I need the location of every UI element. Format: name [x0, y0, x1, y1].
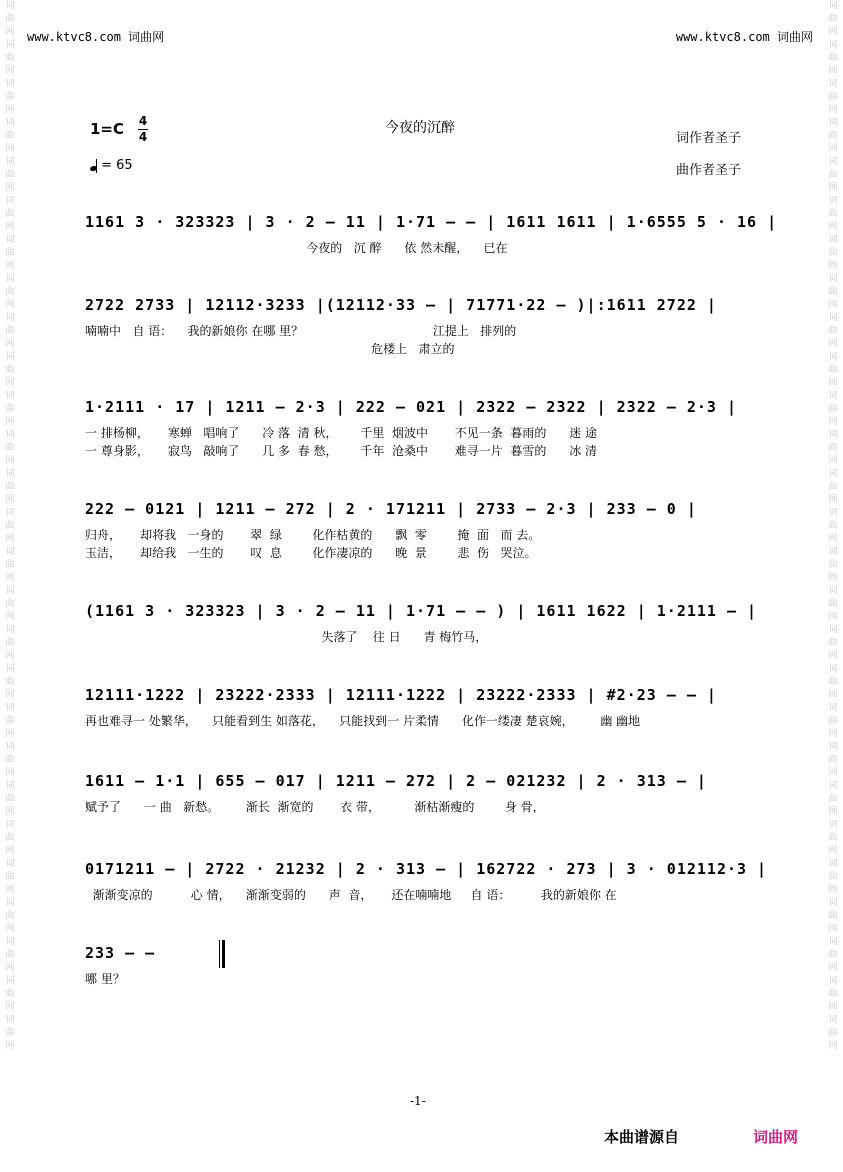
watermark-char: 网	[5, 885, 15, 895]
watermark-char: 网	[5, 690, 15, 700]
song-title: 今夜的沉醉	[385, 120, 455, 136]
watermark-char: 网	[828, 612, 838, 622]
watermark-char: 网	[5, 105, 15, 115]
watermark-char: 网	[828, 1002, 838, 1012]
watermark-char: 曲	[828, 599, 838, 609]
watermark-char: 词	[828, 157, 838, 167]
watermark-char: 词	[828, 586, 838, 596]
watermark-char: 网	[5, 456, 15, 466]
watermark-char: 网	[828, 417, 838, 427]
page-number: -1-	[410, 1094, 426, 1108]
site-header-right[interactable]: www.ktvc8.com 词曲网	[675, 30, 813, 44]
watermark-char: 词	[5, 898, 15, 908]
watermark-char: 词	[828, 820, 838, 830]
watermark-char: 词	[828, 79, 838, 89]
watermark-char: 网	[828, 27, 838, 37]
watermark-char: 网	[5, 261, 15, 271]
watermark-char: 网	[828, 729, 838, 739]
watermark-char: 词	[828, 508, 838, 518]
watermark-char: 词	[828, 235, 838, 245]
time-signature	[138, 114, 148, 145]
watermark-char: 词	[5, 742, 15, 752]
lyricist: 词作者圣子	[676, 131, 742, 146]
watermark-char: 网	[5, 378, 15, 388]
watermark-char: 曲	[828, 755, 838, 765]
lyrics-line-2: 一 尊身影， 寂鸟 敲响了 几 多 春 愁， 千年 沧桑中 难寻一片 暮雪的 冰 清	[85, 444, 598, 458]
composer: 曲作者圣子	[676, 163, 742, 178]
watermark-char: 词	[5, 196, 15, 206]
notation-line: (1161 3 · 323323 | 3 · 2 – 11 | 1·71 – – ) | 1611 1622 | 1·2111 – |	[85, 602, 758, 620]
watermark-char: 词	[828, 274, 838, 284]
watermark-char: 网	[5, 924, 15, 934]
watermark-char: 曲	[5, 911, 15, 921]
watermark-char: 网	[5, 768, 15, 778]
watermark-char: 曲	[5, 599, 15, 609]
watermark-char: 曲	[828, 365, 838, 375]
watermark-char: 曲	[828, 521, 838, 531]
watermark-char: 曲	[5, 365, 15, 375]
key-signature: 1=C	[90, 120, 125, 138]
watermark-char: 曲	[5, 287, 15, 297]
score-system-7	[85, 772, 757, 816]
watermark-char: 词	[828, 898, 838, 908]
watermark-char: 网	[828, 105, 838, 115]
watermark-char: 曲	[5, 638, 15, 648]
watermark-char: 词	[5, 547, 15, 557]
watermark-char: 词	[828, 40, 838, 50]
watermark-char: 曲	[5, 560, 15, 570]
watermark-char: 曲	[828, 14, 838, 24]
watermark-char: 曲	[5, 170, 15, 180]
watermark-char: 曲	[5, 443, 15, 453]
watermark-char: 网	[5, 222, 15, 232]
watermark-char: 网	[828, 807, 838, 817]
watermark-char: 曲	[5, 872, 15, 882]
watermark-char: 词	[828, 703, 838, 713]
watermark-char: 曲	[5, 1028, 15, 1038]
watermark-char: 词	[828, 937, 838, 947]
watermark-char: 词	[828, 859, 838, 869]
notation-line: 1161 3 · 323323 | 3 · 2 – 11 | 1·71 – – | 1611 1611 | 1·6555 5 · 16 |	[85, 213, 778, 231]
watermark-char: 网	[5, 651, 15, 661]
watermark-char: 词	[5, 781, 15, 791]
notation-line: 233 – –	[85, 944, 156, 962]
watermark-char: 网	[5, 144, 15, 154]
notation-line: 2722 2733 | 12112·3233 |(12112·33 – | 71771·22 – )|:1611 2722 |	[85, 296, 717, 314]
watermark-char: 网	[5, 534, 15, 544]
watermark-char: 词	[5, 469, 15, 479]
watermark-char: 曲	[828, 638, 838, 648]
watermark-char: 网	[828, 534, 838, 544]
watermark-right	[825, 0, 841, 1172]
tempo-marking	[90, 158, 133, 173]
watermark-char: 曲	[828, 716, 838, 726]
lyrics-line: 归舟， 却将我 一身的 翠 绿 化作枯黄的 飘 零 掩 面 而 去。	[85, 528, 541, 542]
watermark-char: 词	[5, 976, 15, 986]
notation-line: 1611 – 1·1 | 655 – 017 | 1211 – 272 | 2 – 021232 | 2 · 313 – |	[85, 772, 707, 790]
notation-line: 12111·1222 | 23222·2333 | 12111·1222 | 23222·2333 | #2·23 – – |	[85, 686, 717, 704]
watermark-char: 曲	[5, 482, 15, 492]
final-barline-thick	[222, 940, 225, 968]
watermark-char: 词	[828, 118, 838, 128]
watermark-char: 网	[828, 573, 838, 583]
watermark-char: 词	[828, 664, 838, 674]
watermark-char: 词	[828, 976, 838, 986]
watermark-char: 曲	[5, 833, 15, 843]
lyrics-line: 赋予了 一 曲 新愁。 渐长 渐宽的 衣 带， 渐枯渐瘦的 身 骨，	[85, 800, 545, 814]
watermark-char: 词	[5, 586, 15, 596]
watermark-char: 词	[5, 352, 15, 362]
watermark-char: 曲	[5, 14, 15, 24]
watermark-char: 曲	[5, 989, 15, 999]
watermark-char: 网	[828, 183, 838, 193]
watermark-char: 词	[5, 430, 15, 440]
watermark-char: 曲	[5, 794, 15, 804]
lyrics-line: 渐渐变凉的 心 情， 渐渐变弱的 声 音， 还在喃喃地 自 语： 我的新娘你 在	[85, 888, 617, 902]
watermark-char: 词	[5, 820, 15, 830]
watermark-char: 曲	[828, 326, 838, 336]
watermark-char: 词	[828, 1015, 838, 1025]
score-system-8	[85, 860, 768, 904]
watermark-char: 曲	[5, 677, 15, 687]
lyrics-line: 喃喃中 自 语： 我的新娘你 在哪 里？ 江提上 排列的	[85, 324, 517, 338]
final-barline-thin	[219, 940, 220, 968]
watermark-char: 网	[828, 885, 838, 895]
watermark-char: 网	[828, 222, 838, 232]
watermark-char: 曲	[5, 53, 15, 63]
watermark-char: 词	[5, 937, 15, 947]
watermark-char: 曲	[5, 404, 15, 414]
watermark-char: 网	[5, 573, 15, 583]
watermark-char: 网	[5, 183, 15, 193]
notation-line: 0171211 – | 2722 · 21232 | 2 · 313 – | 162722 · 273 | 3 · 012112·3 |	[85, 860, 768, 878]
watermark-char: 曲	[828, 248, 838, 258]
watermark-char: 词	[5, 1015, 15, 1025]
score-system-4	[85, 500, 757, 562]
watermark-char: 词	[828, 547, 838, 557]
source-label: 本曲谱源自	[604, 1128, 680, 1146]
watermark-char: 网	[828, 924, 838, 934]
watermark-char: 曲	[828, 209, 838, 219]
meter-bottom: 4	[138, 130, 148, 144]
watermark-char: 网	[828, 495, 838, 505]
watermark-char: 词	[828, 469, 838, 479]
watermark-char: 词	[5, 664, 15, 674]
watermark-char: 曲	[5, 521, 15, 531]
watermark-char: 曲	[5, 131, 15, 141]
watermark-char: 词	[5, 703, 15, 713]
score-system-3	[85, 398, 757, 460]
tempo-value: = 65	[101, 158, 133, 173]
watermark-char: 曲	[828, 950, 838, 960]
watermark-char: 词	[5, 79, 15, 89]
watermark-char: 曲	[828, 560, 838, 570]
watermark-char: 词	[828, 781, 838, 791]
watermark-char: 网	[828, 144, 838, 154]
watermark-char: 曲	[828, 131, 838, 141]
watermark-char: 网	[828, 300, 838, 310]
watermark-char: 词	[5, 391, 15, 401]
watermark-char: 词	[828, 196, 838, 206]
watermark-char: 网	[828, 690, 838, 700]
watermark-char: 词	[828, 313, 838, 323]
watermark-char: 曲	[5, 755, 15, 765]
watermark-char: 曲	[828, 404, 838, 414]
lyrics-line: 哪 里？	[85, 972, 125, 986]
watermark-char: 曲	[828, 170, 838, 180]
watermark-char: 网	[5, 612, 15, 622]
score-system-6	[85, 686, 757, 730]
watermark-char: 词	[5, 235, 15, 245]
watermark-char: 词	[5, 313, 15, 323]
score-system-9	[85, 944, 757, 988]
watermark-char: 词	[5, 157, 15, 167]
watermark-char: 曲	[5, 716, 15, 726]
watermark-char: 网	[828, 768, 838, 778]
watermark-char: 网	[5, 417, 15, 427]
watermark-char: 网	[828, 378, 838, 388]
watermark-char: 词	[828, 625, 838, 635]
watermark-char: 曲	[828, 287, 838, 297]
watermark-char: 词	[5, 508, 15, 518]
lyrics-line-2: 玉洁， 却给我 一生的 叹 息 化作凄凉的 晚 景 悲 伤 哭泣。	[85, 546, 537, 560]
watermark-char: 网	[828, 651, 838, 661]
watermark-char: 曲	[5, 950, 15, 960]
watermark-char: 网	[828, 456, 838, 466]
source-site-link[interactable]: 词曲网	[753, 1128, 799, 1146]
watermark-char: 曲	[828, 677, 838, 687]
watermark-char: 曲	[828, 1028, 838, 1038]
lyrics-line-2: 危楼上 肃立的	[85, 342, 455, 356]
watermark-char: 网	[5, 846, 15, 856]
site-header-left[interactable]: www.ktvc8.com 词曲网	[27, 30, 165, 44]
notation-line: 1·2111 · 17 | 1211 – 2·3 | 222 – 021 | 2322 – 2322 | 2322 – 2·3 |	[85, 398, 737, 416]
watermark-char: 曲	[5, 92, 15, 102]
watermark-char: 网	[5, 339, 15, 349]
watermark-char: 词	[828, 430, 838, 440]
watermark-char: 曲	[828, 482, 838, 492]
watermark-char: 曲	[828, 911, 838, 921]
lyrics-line: 失落了 往 日 青 梅竹马，	[85, 630, 488, 644]
watermark-char: 曲	[5, 326, 15, 336]
watermark-char: 网	[828, 66, 838, 76]
watermark-char: 网	[828, 1041, 838, 1051]
watermark-char: 曲	[828, 989, 838, 999]
watermark-char: 网	[828, 339, 838, 349]
watermark-char: 网	[5, 1041, 15, 1051]
watermark-char: 词	[5, 274, 15, 284]
watermark-char: 曲	[828, 833, 838, 843]
watermark-char: 曲	[828, 92, 838, 102]
watermark-char: 曲	[828, 794, 838, 804]
watermark-char: 曲	[828, 872, 838, 882]
watermark-char: 曲	[5, 248, 15, 258]
watermark-char: 词	[5, 1, 15, 11]
watermark-char: 词	[5, 625, 15, 635]
watermark-char: 网	[5, 300, 15, 310]
watermark-char: 网	[5, 729, 15, 739]
watermark-char: 网	[5, 1002, 15, 1012]
watermark-char: 曲	[5, 209, 15, 219]
watermark-char: 网	[828, 963, 838, 973]
watermark-char: 词	[5, 40, 15, 50]
watermark-char: 词	[828, 742, 838, 752]
watermark-char: 网	[5, 66, 15, 76]
lyrics-line: 一 排杨柳， 寒蝉 唱响了 冷 落 清 秋， 千里 烟波中 不见一条 暮雨的 迷 途	[85, 426, 598, 440]
watermark-char: 词	[5, 118, 15, 128]
score-system-2	[85, 296, 757, 358]
watermark-char: 词	[5, 859, 15, 869]
watermark-char: 网	[5, 27, 15, 37]
watermark-char: 网	[5, 807, 15, 817]
meter-top: 4	[138, 114, 148, 128]
watermark-char: 词	[828, 1, 838, 11]
watermark-char: 网	[5, 495, 15, 505]
watermark-char: 网	[5, 963, 15, 973]
watermark-char: 网	[828, 846, 838, 856]
watermark-left	[2, 0, 18, 1172]
watermark-char: 曲	[828, 443, 838, 453]
score-system-1	[85, 213, 778, 257]
lyrics-line: 再也难寻一 处繁华， 只能看到生 如落花， 只能找到一 片柔情 化作一缕凄 楚哀婉， 幽 幽地	[85, 714, 641, 728]
lyrics-line: 今夜的 沉 醉 依 然未醒， 已在	[85, 241, 508, 255]
watermark-char: 网	[828, 261, 838, 271]
watermark-char: 词	[828, 352, 838, 362]
score-system-5	[85, 602, 757, 646]
watermark-char: 曲	[828, 53, 838, 63]
notation-line: 222 – 0121 | 1211 – 272 | 2 · 171211 | 2733 – 2·3 | 233 – 0 |	[85, 500, 697, 518]
watermark-char: 词	[828, 391, 838, 401]
